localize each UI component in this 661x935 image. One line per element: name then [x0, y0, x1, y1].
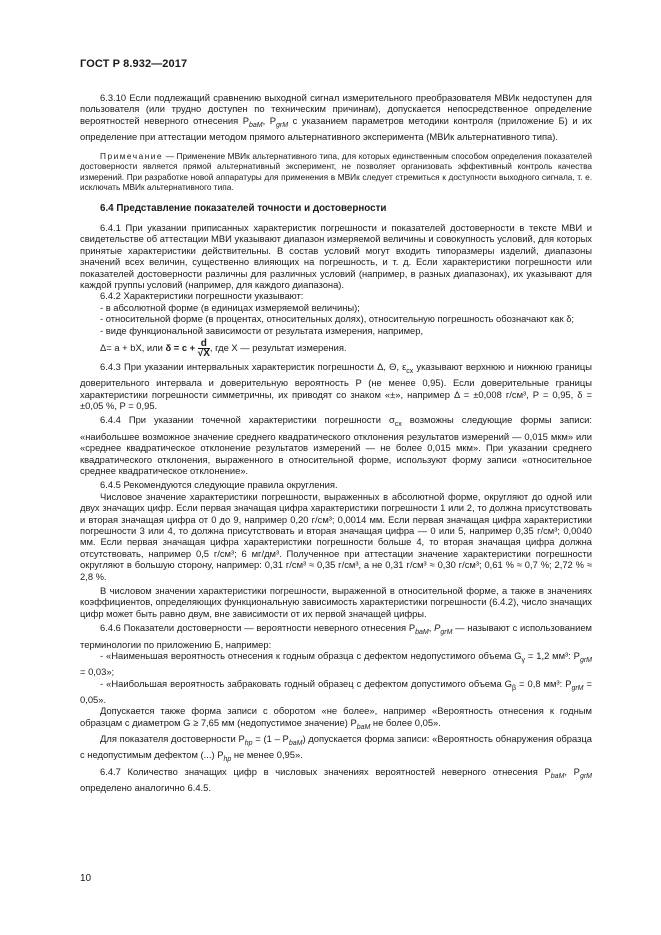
page-number: 10 [80, 873, 92, 884]
list-item: - относительной форме (в процентах, относительных долях), относительную погрешность обозначают как δ; [100, 313, 575, 325]
list-item: - «Наибольшая вероятность забраковать годный образец с дефектом допустимого объема $G_\beta = 0,8$ мм³: $P_{grM} = 0,05$». [80, 677, 593, 705]
document-header: ГОСТ Р 8.932—2017 [80, 58, 188, 70]
paragraph-6-4-6: 6.4.6 Показатели достоверности — вероятности неверного отнесения $P_{baM}$, $P_{grM}$ — называют с использованием терминологии по приложению Б, например: [80, 622, 592, 650]
paragraph-relative: В числовом значении характеристики погрешности, выраженной в относительной форме, а также в значениях коэффициентов, определяющих функциональную зависимость характеристики погрешности (6.4.2), число значащих цифр может быть равно двум, вне зависимости от их первой значащей цифры. [80, 585, 592, 619]
document-body [80, 92, 592, 793]
paragraph-6-4-2: 6.4.2 Характеристики погрешности указывают: [100, 290, 304, 302]
list-item: - виде функциональной зависимости от результата измерения, например, [100, 324, 424, 336]
paragraph-6-4-1: 6.4.1 При указании приписанных характеристик погрешности и показателей достоверности в тексте МВИ и свидетельстве об аттестации МВИ указывают диапазон измеряемой величины и совокупность условий, для которых принятые характеристики действительны. В состав условий могут входить типоразмеры изделий, диапазоны значений всех величин, существенно влияющих на погрешность, и т. д. Если характеристики погрешности или показателей достоверности различны для различных условий (например, в разных диапазонах), их указывают для каждой группы условий (например, для каждого диапазона). [80, 221, 592, 290]
paragraph-6-3-10: 6.3.10 Если подлежащий сравнению выходной сигнал измерительного преобразователя МВИк недоступен для пользователя (или трудно доступен по техническим причинам), допускается непосредственное определение вероятностей неверного отнесения $P_{baM}$, $P_{grM}$ с указанием параметров методики контроля (приложение Б) и их определение при аттестации методом прямого альтернативного эксперимента (МВИк альтернативного типа). [80, 92, 592, 143]
list-item: - «Наименьшая вероятность отнесения к годным образца с дефектом недопустимого объема $G_\gamma = 1,2$ мм³: $P_{grM} = 0,03$»; [80, 649, 592, 678]
paragraph-6-4-5: 6.4.5 Рекомендуются следующие правила округления. [100, 479, 338, 491]
list-item: - в абсолютной форме (в единицах измеряемой величины); [100, 301, 360, 313]
paragraph-rounding: Числовое значение характеристики погрешности, выраженных в абсолютной форме, округляют до одной или двух значащих цифр. Если первая значащая цифра характеристики погрешности 1 или 2, то должна присутствовать и вторая значащая цифра от 0 до 9, например 0,20 г/см³; 0,0014 мм. Если первая значащая цифра характеристики погрешности 3 или 4, то должна присутствовать и вторая значащая цифра — 0 или 5, например 0,35 г/см³; 0,0040 мм. Если первая значащая цифра характеристики погрешности больше 4, то вторая значащая цифра должна отсутствовать, например 0,5 г/см³; 6 мг/дм³. Полученное при аттестации значение характеристики погрешности округляют в большую сторону, например: 0,31 г/см³ ≈ 0,35 г/см³, а не 0,31 г/см³ ≈ 0,30 г/см³; 0,61 % ≈ 0,7 %; 2,72 % ≈ 2,8 %. [80, 490, 592, 582]
paragraph-detection: Для показателя достоверности $P_{hp} = (1 - P_{baM})$ допускается форма записи: «Вероятность обнаружения образца с недопустимым дефектом (...) $P_{hp}$ не менее 0,95». [80, 733, 592, 764]
paragraph-6-4-3: 6.4.3 При указании интервальных характеристик погрешности Δ, Θ, $\varepsilon_{сх}$ указывают верхнюю и нижнюю границы доверительного интервала и доверительную вероятность P (не менее 0,95). Если доверительные границы характеристики погрешности симметричны, их приводят со знаком «±», например Δ = ±0,008 г/см³, P = 0,95, δ = ±0,05 %, P = 0,95. [80, 360, 592, 412]
section-heading-6-4: 6.4 Представление показателей точности и достоверности [100, 202, 387, 214]
paragraph-6-4-4: 6.4.4 При указании точечной характеристики погрешности $\sigma_{сх}$ возможны следующие формы записи: «наибольшее возможное значение среднего квадратического отклонения результатов измерений — 0,015 мкм» или «среднее квадратическое отклонение результатов измерений — не более 0,015 мкм». При указании среднего квадратического отклонения, выраженного в относительной форме, используют форму записи «относительное среднее квадратическое отклонение». [80, 414, 593, 476]
note: Примечание — Применение МВИк альтернативного типа, для которых единственным способом определения показателей достоверности является прямой альтернативный эксперимент, не позволяет организовать эффективный контроль качества измерений. При разработке новой аппаратуры для применения в МВИк следует стремиться к доступности выходного сигнала, т. е. исключать МВИк альтернативного типа. [80, 150, 592, 192]
paragraph-6-4-7: 6.4.7 Количество значащих цифр в числовых значениях вероятностей неверного отнесения $P_{baM}$, $P_{grM}$ определено аналогично 6.4.5. [80, 765, 592, 793]
paragraph-not-more: Допускается также форма записи с оборотом «не более», например «Вероятность отнесения к годным образцам с диаметром G ≥ 7,65 мм (недопустимое значение) $P_{baM}$ не более 0,05». [80, 705, 592, 731]
formula: Δ= a + bX, или δ = c + $\frac{d}{√X}$ , где X — результат измерения. [100, 337, 347, 359]
